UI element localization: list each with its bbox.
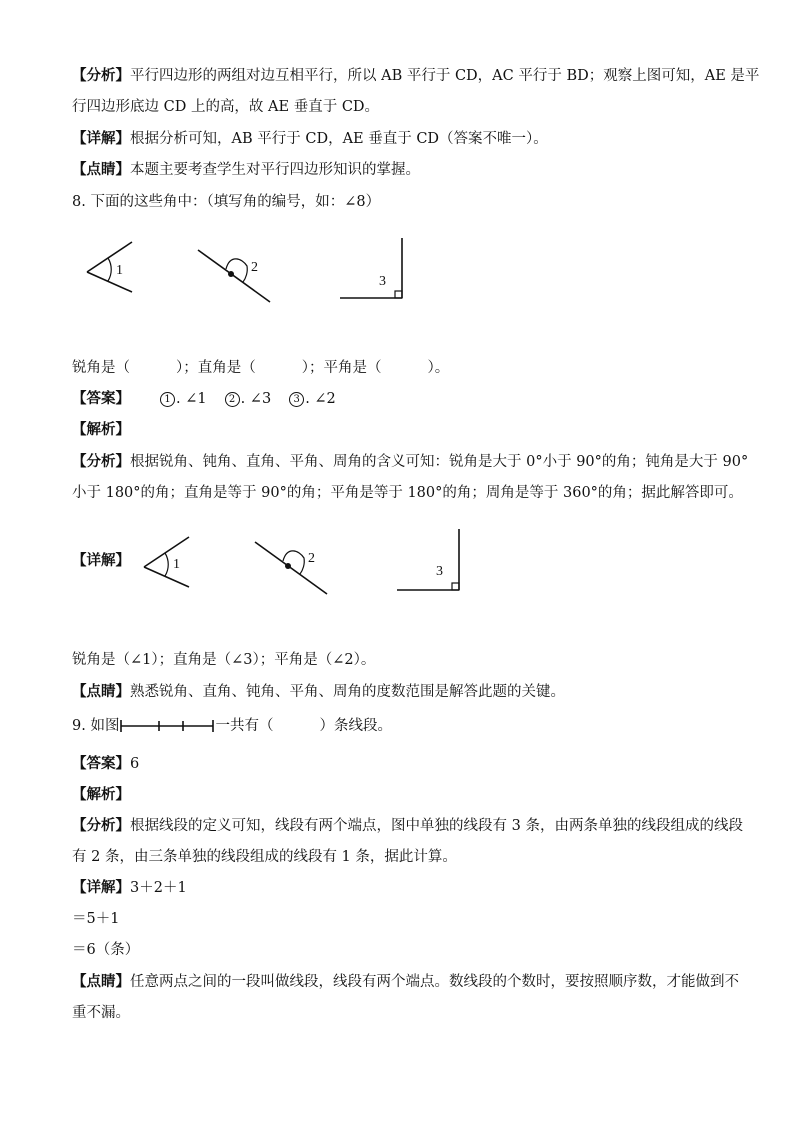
angle-2 [198,250,270,302]
q8-detail-answer: 锐角是（∠1）；直角是（∠3）；平角是（∠2）。 [72,652,376,668]
q8-detail-tag: 【详解】 [72,552,130,569]
analysis-tag: 【分析】 [72,453,130,470]
q9-comment-text-1: 任意两点之间的一段叫做线段，线段有两个端点。数线段的个数时，要按照顺序数，才能做到不 [130,974,739,990]
angle-label-3: 3 [379,274,386,289]
q7-detail [72,129,548,149]
detail-angle-label-1: 1 [173,557,180,572]
q9-answer [72,754,139,774]
detail-tag: 【详解】 [72,879,130,896]
q8-jiexi-tag: 【解析】 [72,421,130,438]
q7-analysis-line-1 [72,66,759,86]
comment-tag: 【点睛】 [72,683,130,700]
q9-end: ）条线段。 [319,718,392,734]
answer-tag: 【答案】 [72,755,130,772]
q9-prefix: 9. 如图 [72,718,120,734]
detail-angle-label-3: 3 [436,564,443,579]
detail-tag: 【详解】 [72,130,130,147]
q9-comment-line-2: 重不漏。 [72,1005,130,1021]
detail-angle-1 [144,537,189,587]
q9-suffix: 一共有（ [215,718,274,734]
angle-label-1: 1 [116,263,123,278]
blank-label-straight: ）；平角是（ [301,360,382,376]
comment-tag: 【点睛】 [72,161,130,178]
angle-1 [87,242,132,292]
q8-angles-figure [80,230,420,310]
angle-label-2: 2 [251,260,258,275]
detail-angle-3 [397,529,459,590]
q9-analysis-text-1: 根据线段的定义可知，线段有两个端点，图中单独的线段有 3 条，由两条单独的线段组成的线段 [130,818,743,834]
q9-question [72,716,392,736]
q9-calc-1: 3＋2＋1 [130,880,187,896]
q7-comment [72,160,420,180]
comment-tag: 【点睛】 [72,973,130,990]
q9-jiexi-tag: 【解析】 [72,786,130,803]
q7-comment-text: 本题主要考查学生对平行四边形知识的掌握。 [130,162,420,178]
q8-analysis-line-2: 小于 180°的角；直角是等于 90°的角；平角是等于 180°的角；周角是等于 360°的角；据此解答即可。 [72,485,743,501]
q9-calc-3: ＝6（条） [72,942,140,958]
q9-comment-line-1 [72,972,739,992]
segment-figure [119,719,215,733]
q9-analysis-line-1 [72,816,743,836]
q9-answer-value: 6 [130,756,140,772]
q8-detail-angles-figure [137,522,477,602]
q8-answer [72,389,354,409]
analysis-tag: 【分析】 [72,67,130,84]
q9-analysis-line-2: 有 2 条，由三条单独的线段组成的线段有 1 条，据此计算。 [72,849,457,865]
q7-analysis-text-1: 平行四边形的两组对边互相平行，所以 AB 平行于 CD，AC 平行于 BD；观察上图可知，AE 是平 [130,68,760,84]
blank-end: ）。 [427,360,450,376]
angle-3 [340,238,402,298]
q8-comment-text: 熟悉锐角、直角、钝角、平角、周角的度数范围是解答此题的关键。 [130,684,565,700]
q8-comment [72,682,565,702]
q8-blanks [72,358,449,378]
detail-angle-label-2: 2 [308,551,315,566]
q7-analysis-line-2: 行四边形底边 CD 上的高，故 AE 垂直于 CD。 [72,99,380,115]
detail-angle-2 [255,542,327,594]
answer-item-3: 3 . ∠2 [289,389,336,409]
blank-label-right: ）；直角是（ [176,360,256,376]
answer-item-2: 2 . ∠3 [225,389,272,409]
q8-question: 8. 下面的这些角中：（填写角的编号，如：∠8） [72,194,381,210]
answer-item-1: 1 . ∠1 [160,389,207,409]
q7-detail-text: 根据分析可知，AB 平行于 CD，AE 垂直于 CD（答案不唯一）。 [130,131,548,147]
q8-analysis-line-1 [72,452,748,472]
q9-calc-2: ＝5＋1 [72,911,120,927]
blank-label-acute: 锐角是（ [72,360,130,376]
analysis-tag: 【分析】 [72,817,130,834]
answer-tag: 【答案】 [72,390,130,407]
q8-analysis-text-1: 根据锐角、钝角、直角、平角、周角的含义可知：锐角是大于 0°小于 90°的角；钝角是大于 90° [130,454,749,470]
q9-detail [72,878,187,898]
